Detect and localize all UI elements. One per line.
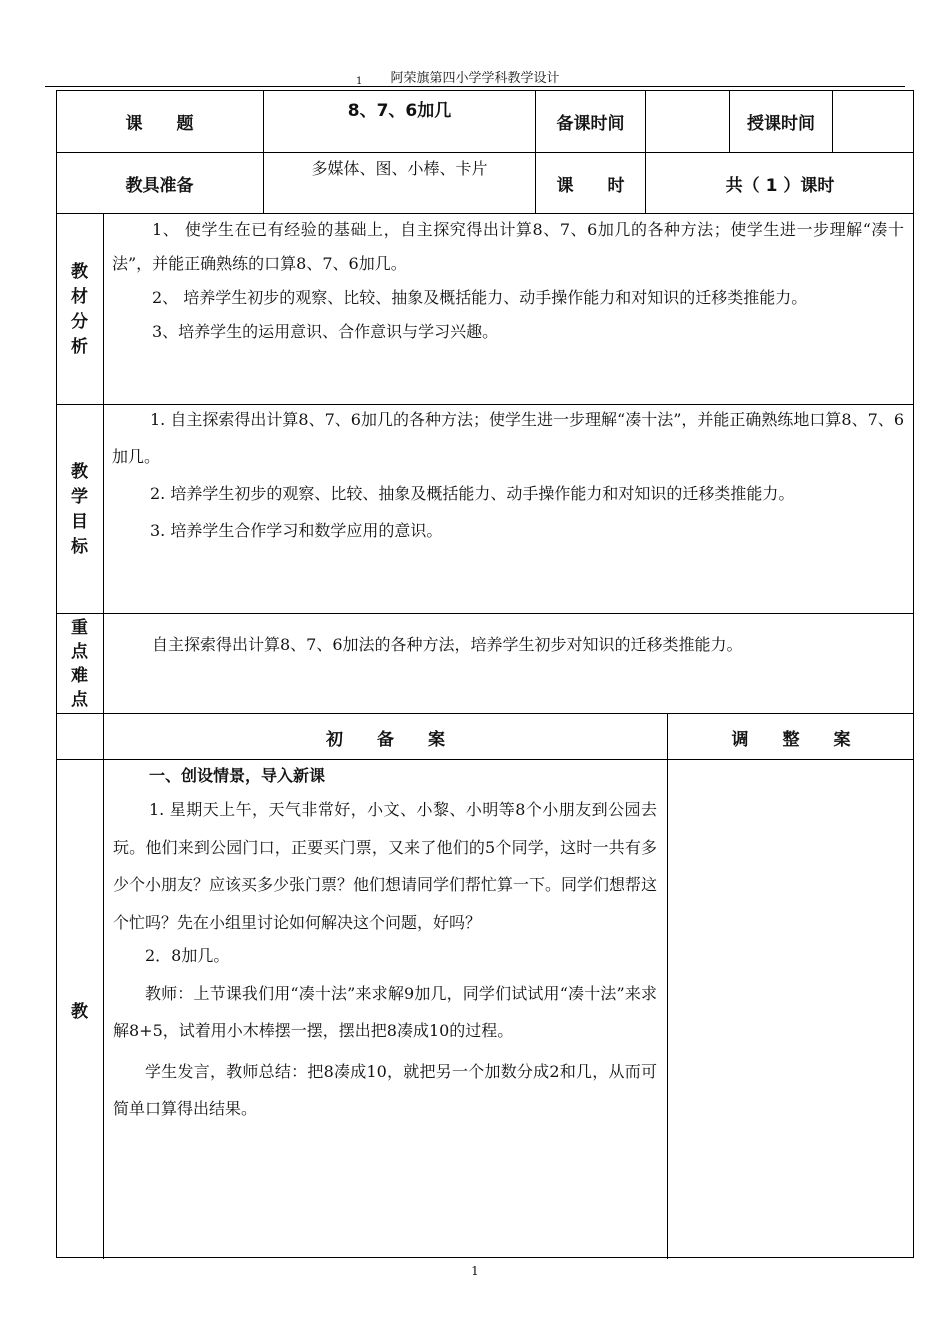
topic-value-cell [263,90,535,152]
label-char: 标 [71,536,88,557]
row-plan-header [56,713,914,760]
teaching-process-label: 教 [71,1002,88,1022]
plan-header-blank [56,714,103,760]
teaching-goals-label [56,405,103,614]
initial-plan-header: 初 备 案 [103,714,667,760]
material-item-3: 3、培养学生的运用意识、合作意识与学习兴趣。 [152,322,499,341]
label-char: 目 [71,511,88,532]
label-char: 难 [71,666,88,686]
goal-item-3: 3. 培养学生合作学习和数学应用的意识。 [150,521,443,540]
process-summary: 学生发言，教师总结：把8凑成10，就把另一个加数分成2和几，从而可简单口算得出结果。 [113,1061,657,1118]
process-sub: 2．8加几。 [145,946,230,965]
label-char: 教 [71,461,88,482]
tools-label: 教具准备 [125,176,194,196]
label-char: 析 [71,336,88,357]
initial-plan-content [103,760,667,1259]
page-number: 1 [471,1264,479,1278]
header-small-mark: 1 [356,76,363,87]
goal-item-2: 2. 培养学生初步的观察、比较、抽象及概括能力、动手操作能力和对知识的迁移类推能力。 [150,484,795,503]
label-char: 点 [71,690,88,710]
row-topic [56,90,914,152]
teach-time-value[interactable] [832,90,914,152]
tools-value: 多媒体、图、小棒、卡片 [311,159,488,178]
document-header-title: 阿荣旗第四小学学科教学设计 [390,71,560,86]
prep-time-value[interactable] [645,90,729,152]
process-teacher: 教师：上节课我们用“凑十法”来求解9加几，同学们试试用“凑十法”来求解8+5，试着用小木棒摆一摆，摆出把8凑成10的过程。 [113,983,657,1040]
key-points-content [103,614,914,714]
header-rule [45,86,905,87]
key-points-text: 自主探索得出计算8、7、6加法的各种方法，培养学生初步对知识的迁移类推能力。 [152,635,743,654]
row-material-analysis [56,213,914,405]
material-item-2: 2、 培养学生初步的观察、比较、抽象及概括能力、动手操作能力和对知识的迁移类推能力。 [152,288,808,307]
material-analysis-content [103,214,914,405]
process-details [113,937,657,1128]
key-points-label [56,614,103,714]
label-char: 点 [71,642,88,662]
material-item-1: 1、 使学生在已有经验的基础上，自主探究得出计算8、7、6加几的各种方法；使学生进一步理解“凑十法”，并能正确熟练的口算8、7、6加几。 [112,220,904,273]
teach-time-label: 授课时间 [729,90,832,152]
label-char: 重 [71,618,88,638]
row-teaching-process [56,759,914,1259]
adjust-plan-header: 调 整 案 [667,714,914,760]
label-char: 材 [71,286,88,307]
prep-time-label: 备课时间 [535,90,645,152]
adjust-plan-content[interactable] [667,760,914,1259]
row-teaching-goals [56,404,914,614]
tools-value-cell [263,153,535,214]
period-label: 课 时 [535,153,645,214]
label-char: 学 [71,486,88,507]
label-char: 教 [71,261,88,282]
row-tools [56,152,914,214]
goal-item-1: 1. 自主探索得出计算8、7、6加几的各种方法；使学生进一步理解“凑十法”，并能正确熟练地口算8、7、6加几。 [112,410,904,466]
topic-value: 8、7、6加几 [347,101,452,121]
process-story: 1. 星期天上午，天气非常好，小文、小黎、小明等8个小朋友到公园去玩。他们来到公园门口，正要买门票，又来了他们的5个同学，这时一共有多少个小朋友？应该买多少张门票？他们想请同学们帮忙算一下。同学们想帮这个忙吗？先在小组里讨论如何解决这个问题，好吗？ [113,800,658,932]
teaching-goals-content [103,405,914,614]
label-char: 分 [71,311,88,332]
row-key-points [56,613,914,714]
period-value: 共（ 1 ）课时 [645,153,914,214]
topic-label: 课 题 [125,113,194,134]
process-heading: 一、创设情景，导入新课 [149,766,326,785]
material-analysis-label [56,214,103,405]
